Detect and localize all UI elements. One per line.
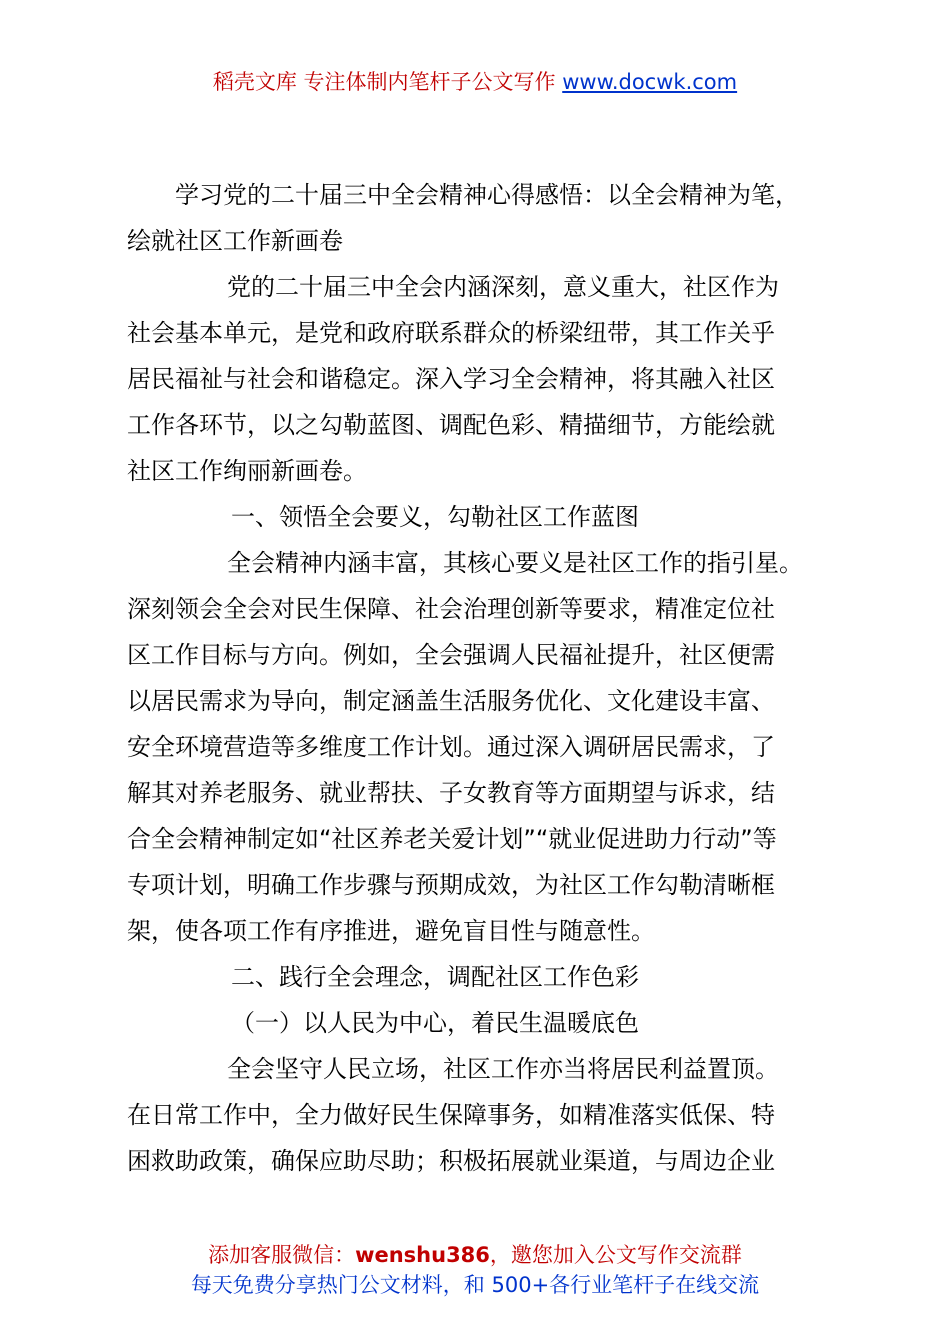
text-line: 工作各环节，以之勾勒蓝图、调配色彩、精描细节，方能绘就 <box>127 411 775 439</box>
text-line: 社会基本单元，是党和政府联系群众的桥梁纽带，其工作关乎 <box>127 319 775 347</box>
footer-wechat-id: wenshu386 <box>355 1243 490 1267</box>
text-line: 以居民需求为导向，制定涵盖生活服务优化、文化建设丰富、 <box>127 687 775 715</box>
text-line: 安全环境营造等多维度工作计划。通过深入调研居民需求，了 <box>127 733 775 761</box>
text-line: 全会精神内涵丰富，其核心要义是社区工作的指引星。 <box>227 549 803 577</box>
header-url-link[interactable]: www.docwk.com <box>562 70 738 94</box>
text-line: 社区工作绚丽新画卷。 <box>127 457 367 485</box>
text-line: 困救助政策，确保应助尽助；积极拓展就业渠道，与周边企业 <box>127 1147 775 1175</box>
text-line: 架，使各项工作有序推进，避免盲目性与随意性。 <box>127 917 655 945</box>
document-body <box>127 172 827 1184</box>
text-line: 合全会精神制定如“社区养老关爱计划”“就业促进助力行动”等 <box>127 825 777 853</box>
footer-line-1 <box>0 1240 950 1270</box>
footer-line-2: 每天免费分享热门公文材料，和 500+各行业笔杆子在线交流 <box>190 1273 760 1297</box>
section-heading-1: 一、领悟全会要义，勾勒社区工作蓝图 <box>231 503 639 531</box>
page-header <box>0 66 950 98</box>
text-line: 专项计划，明确工作步骤与预期成效，为社区工作勾勒清晰框 <box>127 871 775 899</box>
footer-prefix: 添加客服微信： <box>208 1243 356 1267</box>
title-line-2: 绘就社区工作新画卷 <box>127 227 343 255</box>
text-line: 在日常工作中，全力做好民生保障事务，如精准落实低保、特 <box>127 1101 775 1129</box>
footer-suffix: ，邀您加入公文写作交流群 <box>489 1243 742 1267</box>
header-brand: 稻壳文库 专注体制内笔杆子公文写作 <box>212 70 563 94</box>
text-line: 全会坚守人民立场，社区工作亦当将居民利益置顶。 <box>227 1055 779 1083</box>
subsection-heading-1: （一）以人民为中心，着民生温暖底色 <box>231 1009 639 1037</box>
title-line-1: 学习党的二十届三中全会精神心得感悟：以全会精神为笔， <box>175 181 799 209</box>
text-line: 党的二十届三中全会内涵深刻，意义重大，社区作为 <box>227 273 779 301</box>
text-line: 深刻领会全会对民生保障、社会治理创新等要求，精准定位社 <box>127 595 775 623</box>
page-footer <box>0 1240 950 1300</box>
section-heading-2: 二、践行全会理念，调配社区工作色彩 <box>231 963 639 991</box>
text-line: 解其对养老服务、就业帮扶、子女教育等方面期望与诉求，结 <box>127 779 775 807</box>
text-line: 区工作目标与方向。例如，全会强调人民福祉提升，社区便需 <box>127 641 775 669</box>
text-line: 居民福祉与社会和谐稳定。深入学习全会精神，将其融入社区 <box>127 365 775 393</box>
